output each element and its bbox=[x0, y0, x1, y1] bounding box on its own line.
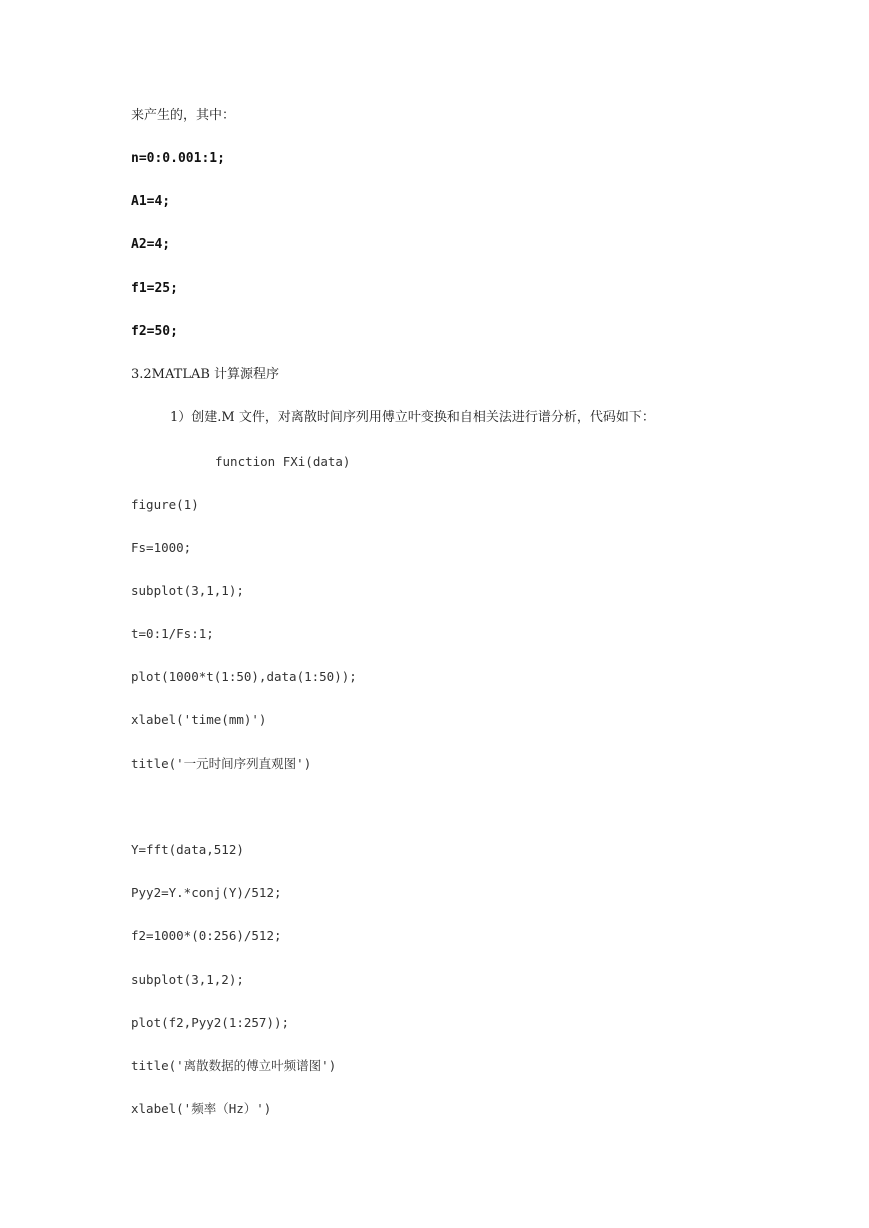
code-line: t=0:1/Fs:1; bbox=[131, 626, 214, 641]
code-line: subplot(3,1,1); bbox=[131, 583, 244, 598]
param-a1: A1=4; bbox=[131, 194, 171, 209]
code-function-line: function FXi(data) bbox=[215, 454, 351, 469]
code-line: plot(1000*t(1:50),data(1:50)); bbox=[131, 669, 357, 684]
code-line: figure(1) bbox=[131, 497, 199, 512]
param-f2: f2=50; bbox=[131, 324, 178, 339]
section-heading: 3.2MATLAB 计算源程序 bbox=[131, 367, 280, 382]
step-text: 1）创建.M 文件，对离散时间序列用傅立叶变换和自相关法进行谱分析，代码如下： bbox=[170, 410, 655, 425]
intro-text: 来产生的，其中： bbox=[131, 108, 236, 123]
code-line: Pyy2=Y.*conj(Y)/512; bbox=[131, 885, 282, 900]
code-line: title('一元时间序列直观图') bbox=[131, 756, 312, 771]
param-f1: f1=25; bbox=[131, 281, 178, 296]
code-line: f2=1000*(0:256)/512; bbox=[131, 928, 282, 943]
code-line: xlabel('频率（Hz）') bbox=[131, 1101, 272, 1116]
code-line: Fs=1000; bbox=[131, 540, 192, 555]
code-line: title('离散数据的傅立叶频谱图') bbox=[131, 1058, 337, 1073]
param-n: n=0:0.001:1; bbox=[131, 151, 225, 166]
code-line: subplot(3,1,2); bbox=[131, 972, 244, 987]
param-a2: A2=4; bbox=[131, 237, 171, 252]
code-line: plot(f2,Pyy2(1:257)); bbox=[131, 1015, 290, 1030]
code-line: Y=fft(data,512) bbox=[131, 842, 244, 857]
code-line: xlabel('time(mm)') bbox=[131, 712, 267, 727]
